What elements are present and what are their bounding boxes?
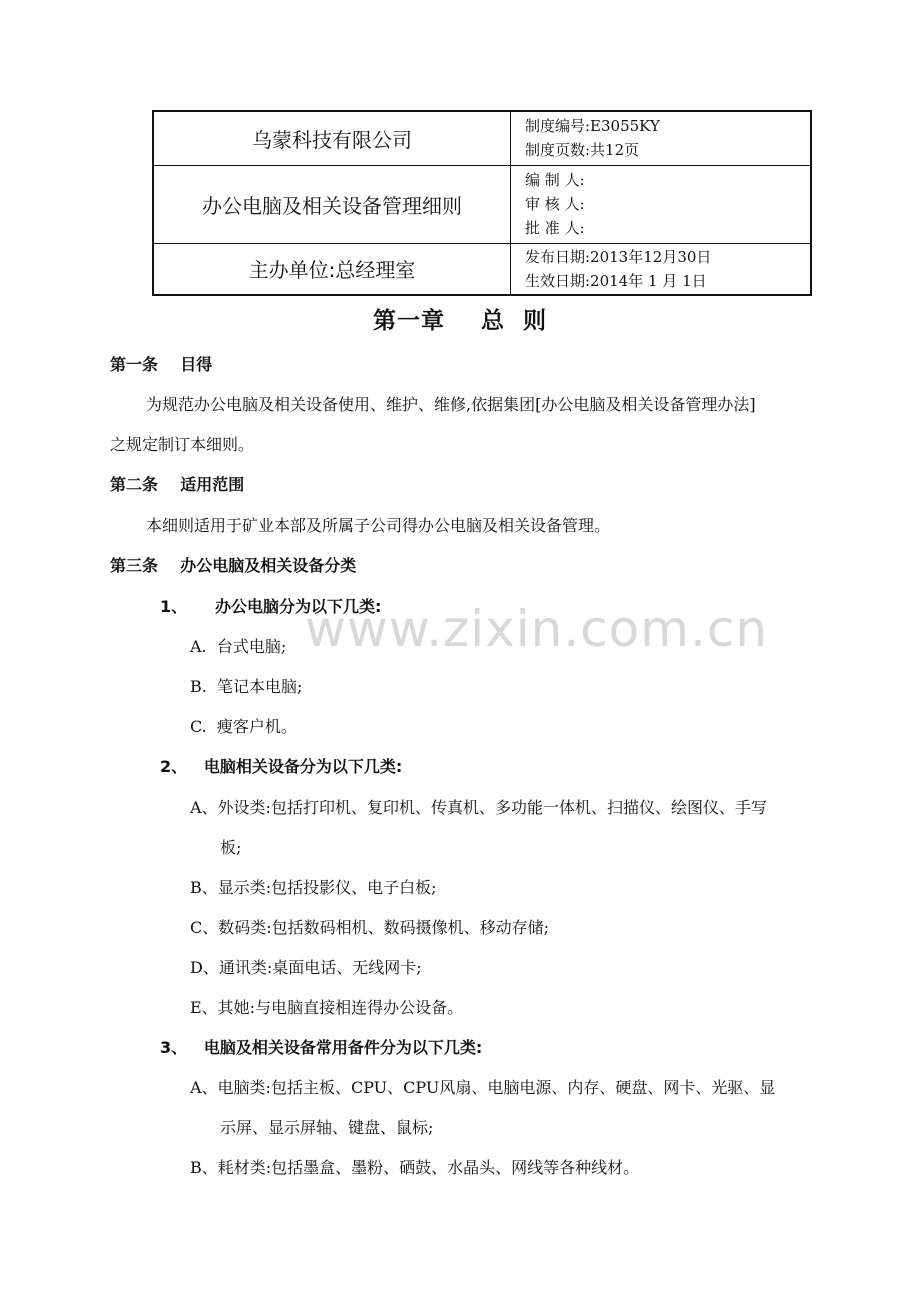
list-item: C、数码类:包括数码相机、数码摄像机、移动存储; xyxy=(190,918,550,937)
list-item: A. 台式电脑; xyxy=(190,637,287,656)
list-item: B. 笔记本电脑; xyxy=(190,677,303,696)
list-item-continuation: 板; xyxy=(220,838,242,857)
list-item: B、显示类:包括投影仪、电子白板; xyxy=(190,878,437,897)
reviewer-field: 审 核 人: xyxy=(525,195,585,213)
publish-date: 发布日期:2013年12月30日 xyxy=(525,247,712,266)
page-count: 制度页数:共12页 xyxy=(525,141,640,160)
chapter-title: 第一章 总 则 xyxy=(372,308,548,334)
article-1-title: 第一条 目得 xyxy=(110,355,213,374)
list-item-continuation: 示屏、显示屏轴、键盘、鼠标; xyxy=(220,1118,434,1137)
doc-number: 制度编号:E3055KY xyxy=(525,117,660,136)
article-2-text: 本细则适用于矿业本部及所属子公司得办公电脑及相关设备管理。 xyxy=(146,516,611,535)
list-item: A、电脑类:包括主板、CPU、CPU风扇、电脑电源、内存、硬盘、网卡、光驱、显 xyxy=(190,1078,776,1097)
article-2-title: 第二条 适用范围 xyxy=(110,475,245,494)
editor-field: 编 制 人: xyxy=(525,171,585,189)
list-item: D、通讯类:桌面电话、无线网卡; xyxy=(190,958,422,977)
signoff-cell xyxy=(511,165,812,243)
host-department: 主办单位:总经理室 xyxy=(153,243,511,295)
company-name: 乌蒙科技有限公司 xyxy=(153,111,511,165)
approver-field: 批 准 人: xyxy=(525,219,585,237)
list-item: E、其她:与电脑直接相连得办公设备。 xyxy=(190,998,464,1017)
list-item: C. 瘦客户机。 xyxy=(190,717,297,736)
section-2-title: 2、 电脑相关设备分为以下几类: xyxy=(160,757,403,776)
article-3-title: 第三条 办公电脑及相关设备分类 xyxy=(110,556,357,575)
list-item: B、耗材类:包括墨盒、墨粉、硒鼓、水晶头、网线等各种线材。 xyxy=(190,1158,640,1177)
article-1-text-line-2: 之规定制订本细则。 xyxy=(110,435,255,454)
document-title: 办公电脑及相关设备管理细则 xyxy=(153,165,511,243)
article-1-text-line-1: 为规范办公电脑及相关设备使用、维护、维修,依据集团[办公电脑及相关设备管理办法] xyxy=(146,395,756,414)
doc-info-cell xyxy=(511,111,812,165)
section-1-title: 1、 办公电脑分为以下几类: xyxy=(160,597,382,616)
date-cell xyxy=(511,243,812,295)
watermark-text: www.zixin.com.cn xyxy=(305,600,769,658)
section-3-title: 3、 电脑及相关设备常用备件分为以下几类: xyxy=(160,1038,483,1057)
document-header-table xyxy=(152,110,812,296)
effective-date: 生效日期:2014年 1 月 1日 xyxy=(525,271,707,290)
list-item: A、外设类:包括打印机、复印机、传真机、多功能一体机、扫描仪、绘图仪、手写 xyxy=(190,798,767,817)
